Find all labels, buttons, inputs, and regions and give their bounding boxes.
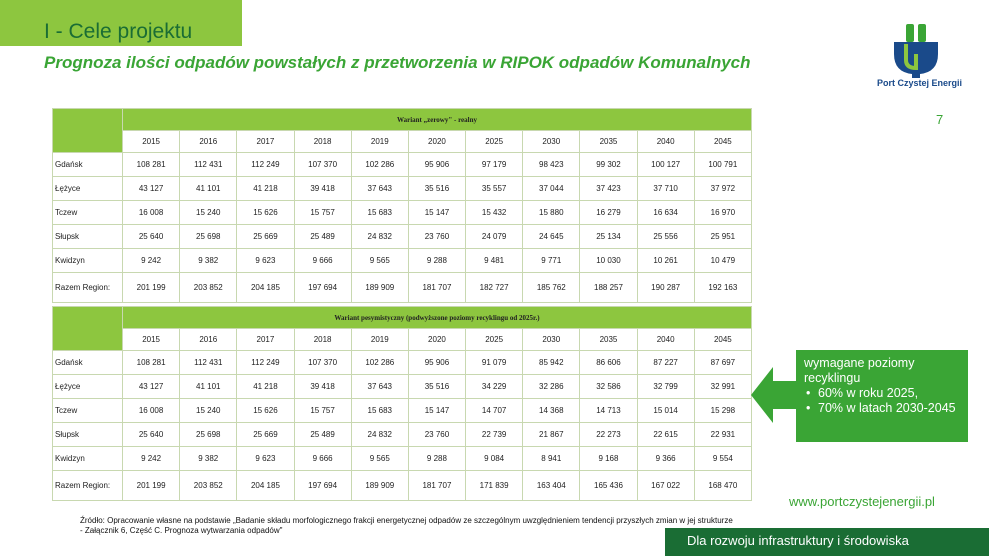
- table-cell: 37 643: [351, 177, 408, 201]
- table-cell: 15 147: [408, 201, 465, 225]
- table-cell: 22 273: [580, 423, 637, 447]
- table-cell: 185 762: [523, 273, 580, 303]
- table-cell: 25 640: [123, 225, 180, 249]
- table-cell: 192 163: [694, 273, 751, 303]
- table-cell: 95 906: [408, 153, 465, 177]
- table-cell: 24 832: [351, 423, 408, 447]
- table-cell: 41 101: [180, 177, 237, 201]
- table-cell: 203 852: [180, 273, 237, 303]
- table-cell: 9 288: [408, 249, 465, 273]
- scenario-label: Wariant „zerowy" - realny: [123, 109, 752, 131]
- table-cell: 16 279: [580, 201, 637, 225]
- table-cell: 41 218: [237, 375, 294, 399]
- table-cell: 112 249: [237, 351, 294, 375]
- year-header: 2040: [637, 131, 694, 153]
- table-cell: 39 418: [294, 177, 351, 201]
- table-cell: 35 516: [408, 375, 465, 399]
- table-cell: 43 127: [123, 177, 180, 201]
- table-cell: 25 640: [123, 423, 180, 447]
- table-row: [53, 153, 752, 177]
- slogan-text: Dla rozwoju infrastruktury i środowiska: [687, 533, 909, 548]
- table-cell: 24 832: [351, 225, 408, 249]
- table-cell: 102 286: [351, 351, 408, 375]
- year-header: 2030: [523, 329, 580, 351]
- table-cell: 182 727: [466, 273, 523, 303]
- table-cell: 32 586: [580, 375, 637, 399]
- table-cell: 37 710: [637, 177, 694, 201]
- row-label: Słupsk: [53, 423, 123, 447]
- table-cell: 32 286: [523, 375, 580, 399]
- scenario-label: Wariant pesymistyczny (podwyższone poziomy recyklingu od 2025r.): [123, 307, 752, 329]
- table-cell: 16 634: [637, 201, 694, 225]
- table-cell: 87 697: [694, 351, 751, 375]
- callout-item: • 60% w roku 2025,: [804, 386, 960, 401]
- year-header: 2016: [180, 131, 237, 153]
- table-cell: 190 287: [637, 273, 694, 303]
- table-row: [53, 399, 752, 423]
- page-subtitle: Prognoza ilości odpadów powstałych z przetworzenia w RIPOK odpadów Komunalnych: [44, 53, 751, 72]
- table-cell: 25 669: [237, 225, 294, 249]
- slide-number: 7: [936, 112, 944, 127]
- table-cell: 37 972: [694, 177, 751, 201]
- table-cell: 165 436: [580, 471, 637, 501]
- table-cell: 100 791: [694, 153, 751, 177]
- recycling-callout: [796, 350, 968, 442]
- table-cell: 171 839: [466, 471, 523, 501]
- row-label: Kwidzyn: [53, 249, 123, 273]
- table-cell: 23 760: [408, 423, 465, 447]
- table-row: [53, 471, 752, 501]
- logo-text: Port Czystej Energii: [877, 78, 963, 88]
- table-cell: 22 931: [694, 423, 751, 447]
- table-cell: 32 799: [637, 375, 694, 399]
- table-cell: 15 298: [694, 399, 751, 423]
- year-header: 2019: [351, 329, 408, 351]
- row-label: Łężyce: [53, 177, 123, 201]
- table-cell: 24 645: [523, 225, 580, 249]
- table-cell: 25 698: [180, 423, 237, 447]
- year-header: 2016: [180, 329, 237, 351]
- table-cell: 32 991: [694, 375, 751, 399]
- table-cell: 168 470: [694, 471, 751, 501]
- year-header: 2045: [694, 131, 751, 153]
- table-cell: 21 867: [523, 423, 580, 447]
- year-header: 2025: [466, 329, 523, 351]
- row-label: Razem Region:: [53, 471, 123, 501]
- table-cell: 95 906: [408, 351, 465, 375]
- table-cell: 25 669: [237, 423, 294, 447]
- table-cell: 39 418: [294, 375, 351, 399]
- table-cell: 25 951: [694, 225, 751, 249]
- table-cell: 204 185: [237, 273, 294, 303]
- table-row: [53, 225, 752, 249]
- table-cell: 37 643: [351, 375, 408, 399]
- table-row: [53, 273, 752, 303]
- table-cell: 15 683: [351, 201, 408, 225]
- table-cell: 181 707: [408, 471, 465, 501]
- table-cell: 9 623: [237, 447, 294, 471]
- table-cell: 16 008: [123, 399, 180, 423]
- table-cell: 99 302: [580, 153, 637, 177]
- table-cell: 112 249: [237, 153, 294, 177]
- table-cell: 9 084: [466, 447, 523, 471]
- table-cell: 107 370: [294, 153, 351, 177]
- year-header-row: [53, 329, 752, 351]
- table-cell: 14 707: [466, 399, 523, 423]
- table-corner: [53, 307, 123, 351]
- table-cell: 201 199: [123, 273, 180, 303]
- table-cell: 91 079: [466, 351, 523, 375]
- table-cell: 37 423: [580, 177, 637, 201]
- year-header: 2025: [466, 131, 523, 153]
- table-cell: 204 185: [237, 471, 294, 501]
- table-cell: 10 030: [580, 249, 637, 273]
- table-cell: 9 481: [466, 249, 523, 273]
- table-cell: 98 423: [523, 153, 580, 177]
- year-header: 2040: [637, 329, 694, 351]
- table-cell: 25 489: [294, 423, 351, 447]
- table-cell: 14 713: [580, 399, 637, 423]
- table-row: [53, 201, 752, 225]
- table-row: [53, 177, 752, 201]
- table-cell: 112 431: [180, 153, 237, 177]
- year-header: 2020: [408, 131, 465, 153]
- table-cell: 16 970: [694, 201, 751, 225]
- table-cell: 15 240: [180, 201, 237, 225]
- slogan-bar: [665, 528, 989, 556]
- callout-arrow: [751, 367, 773, 423]
- source-note: Źródło: Opracowanie własne na podstawie „Badanie składu morfologicznego frakcji energetycznej odpadów ze szczególnym uwzględnieniem tendencji przyszłych zmian w jej strukturze - Załącznik 6, Część C. Prognoza wytwarzania odpadów": [80, 516, 733, 535]
- table-cell: 22 615: [637, 423, 694, 447]
- table-cell: 35 557: [466, 177, 523, 201]
- table-cell: 107 370: [294, 351, 351, 375]
- table-cell: 9 565: [351, 249, 408, 273]
- table-cell: 15 683: [351, 399, 408, 423]
- table-cell: 8 941: [523, 447, 580, 471]
- table-cell: 9 288: [408, 447, 465, 471]
- table-cell: 10 261: [637, 249, 694, 273]
- row-label: Gdańsk: [53, 351, 123, 375]
- callout-arrow-body: [772, 381, 798, 409]
- year-header: 2017: [237, 329, 294, 351]
- table-cell: 100 127: [637, 153, 694, 177]
- callout-heading: wymagane poziomy recyklingu: [804, 356, 915, 385]
- table-cell: 15 014: [637, 399, 694, 423]
- table-cell: 9 666: [294, 249, 351, 273]
- callout-item: • 70% w latach 2030-2045: [804, 401, 960, 416]
- table-cell: 112 431: [180, 351, 237, 375]
- table-cell: 16 008: [123, 201, 180, 225]
- table-cell: 37 044: [523, 177, 580, 201]
- forecast-table-realistic: [52, 108, 752, 303]
- table-cell: 22 739: [466, 423, 523, 447]
- table-cell: 35 516: [408, 177, 465, 201]
- row-label: Tczew: [53, 399, 123, 423]
- year-header: 2035: [580, 131, 637, 153]
- year-header: 2019: [351, 131, 408, 153]
- year-header: 2020: [408, 329, 465, 351]
- row-label: Gdańsk: [53, 153, 123, 177]
- table-cell: 108 281: [123, 153, 180, 177]
- table-cell: 86 606: [580, 351, 637, 375]
- table-cell: 15 147: [408, 399, 465, 423]
- table-cell: 197 694: [294, 273, 351, 303]
- table-cell: 87 227: [637, 351, 694, 375]
- table-cell: 14 368: [523, 399, 580, 423]
- table-cell: 25 134: [580, 225, 637, 249]
- table-row: [53, 375, 752, 399]
- table-row: [53, 423, 752, 447]
- year-header: 2030: [523, 131, 580, 153]
- table-cell: 15 432: [466, 201, 523, 225]
- table-cell: 9 666: [294, 447, 351, 471]
- table-cell: 25 556: [637, 225, 694, 249]
- table-cell: 15 626: [237, 201, 294, 225]
- table-cell: 167 022: [637, 471, 694, 501]
- year-header: 2018: [294, 131, 351, 153]
- table-cell: 9 554: [694, 447, 751, 471]
- table-row: [53, 447, 752, 471]
- table-cell: 102 286: [351, 153, 408, 177]
- row-label: Łężyce: [53, 375, 123, 399]
- table-cell: 181 707: [408, 273, 465, 303]
- table-cell: 85 942: [523, 351, 580, 375]
- table-cell: 9 382: [180, 447, 237, 471]
- table-cell: 201 199: [123, 471, 180, 501]
- year-header: 2015: [123, 131, 180, 153]
- table-cell: 15 240: [180, 399, 237, 423]
- table-cell: 15 757: [294, 399, 351, 423]
- table-cell: 9 242: [123, 447, 180, 471]
- table-cell: 97 179: [466, 153, 523, 177]
- website-link[interactable]: www.portczystejenergii.pl: [789, 494, 935, 509]
- year-header: 2017: [237, 131, 294, 153]
- table-cell: 189 909: [351, 273, 408, 303]
- table-row: [53, 249, 752, 273]
- table-cell: 43 127: [123, 375, 180, 399]
- table-cell: 9 242: [123, 249, 180, 273]
- table-cell: 24 079: [466, 225, 523, 249]
- row-label: Razem Region:: [53, 273, 123, 303]
- table-cell: 9 366: [637, 447, 694, 471]
- year-header: 2018: [294, 329, 351, 351]
- year-header: 2045: [694, 329, 751, 351]
- table-cell: 108 281: [123, 351, 180, 375]
- table-row: [53, 351, 752, 375]
- table-cell: 34 229: [466, 375, 523, 399]
- year-header: 2035: [580, 329, 637, 351]
- table-cell: 25 698: [180, 225, 237, 249]
- row-label: Tczew: [53, 201, 123, 225]
- table-cell: 197 694: [294, 471, 351, 501]
- table-cell: 41 218: [237, 177, 294, 201]
- table-cell: 9 168: [580, 447, 637, 471]
- table-cell: 203 852: [180, 471, 237, 501]
- row-label: Kwidzyn: [53, 447, 123, 471]
- year-header-row: [53, 131, 752, 153]
- table-cell: 15 626: [237, 399, 294, 423]
- table-cell: 25 489: [294, 225, 351, 249]
- table-cell: 163 404: [523, 471, 580, 501]
- table-cell: 23 760: [408, 225, 465, 249]
- table-cell: 189 909: [351, 471, 408, 501]
- table-cell: 15 757: [294, 201, 351, 225]
- forecast-table-pessimistic: [52, 306, 752, 501]
- table-cell: 9 623: [237, 249, 294, 273]
- table-cell: 188 257: [580, 273, 637, 303]
- table-corner: [53, 109, 123, 153]
- page-title: I - Cele projektu: [44, 20, 193, 43]
- table-cell: 9 771: [523, 249, 580, 273]
- table-cell: 15 880: [523, 201, 580, 225]
- row-label: Słupsk: [53, 225, 123, 249]
- table-cell: 9 565: [351, 447, 408, 471]
- year-header: 2015: [123, 329, 180, 351]
- table-cell: 10 479: [694, 249, 751, 273]
- table-cell: 9 382: [180, 249, 237, 273]
- table-cell: 41 101: [180, 375, 237, 399]
